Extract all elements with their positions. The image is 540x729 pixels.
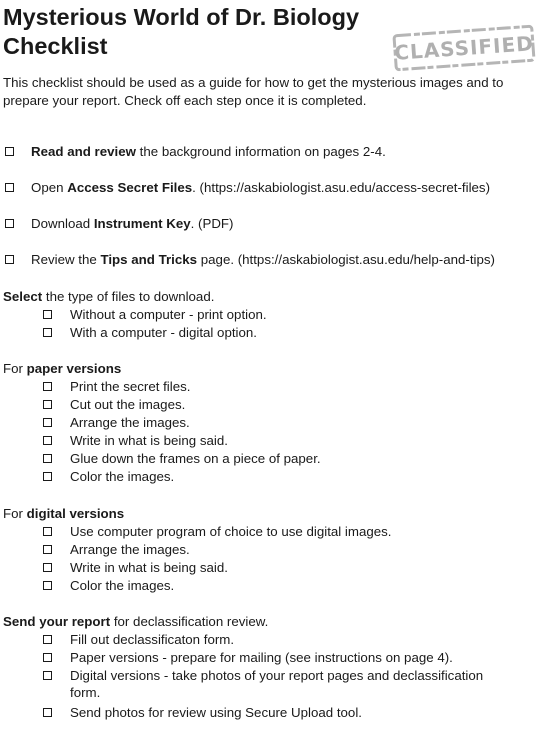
checkbox-icon[interactable] (43, 400, 52, 409)
select-heading: Select the type of files to download. (3, 289, 215, 304)
checkbox-icon[interactable] (43, 454, 52, 463)
title-line-1: Mysterious World of Dr. Biology (3, 4, 360, 30)
stamp-text: CLASSIFIED (393, 31, 535, 65)
checkbox-icon[interactable] (5, 147, 14, 156)
step-bold-label: Access Secret Files (67, 180, 193, 195)
checkbox-icon[interactable] (43, 382, 52, 391)
paper-item[interactable]: Cut out the images. (43, 396, 185, 413)
digital-heading: For digital versions (3, 506, 125, 521)
step-tips-tricks[interactable]: Review the Tips and Tricks page. (https://askabiologist.asu.edu/help-and-tips) (5, 251, 495, 268)
checkbox-icon[interactable] (43, 545, 52, 554)
classified-stamp (392, 24, 536, 72)
paper-item[interactable]: Write in what is being said. (43, 432, 228, 449)
step-bold-label: Tips and Tricks (100, 252, 198, 267)
checkbox-icon[interactable] (43, 472, 52, 481)
intro-text: This checklist should be used as a guide for how to get the mysterious images and to prepare your report. Check off each step once it is completed. (3, 75, 504, 108)
step-read-review[interactable]: Read and review the background information on pages 2-4. (5, 143, 386, 160)
checkbox-icon[interactable] (43, 653, 52, 662)
step-access-files[interactable]: Open Access Secret Files. (https://askabiologist.asu.edu/access-secret-files) (5, 179, 490, 196)
paper-heading: For paper versions (3, 361, 122, 376)
paper-item[interactable]: Color the images. (43, 468, 174, 485)
checkbox-icon[interactable] (43, 436, 52, 445)
select-item[interactable]: With a computer - digital option. (43, 324, 257, 341)
send-item[interactable]: Send photos for review using Secure Upload tool. (43, 704, 362, 721)
digital-item[interactable]: Arrange the images. (43, 541, 190, 558)
paper-item[interactable]: Arrange the images. (43, 414, 190, 431)
checkbox-icon[interactable] (5, 255, 14, 264)
checkbox-icon[interactable] (43, 328, 52, 337)
page-title (3, 3, 359, 61)
step-bold-label: Read and review (31, 144, 136, 159)
digital-item[interactable]: Write in what is being said. (43, 559, 228, 576)
checkbox-icon[interactable] (43, 527, 52, 536)
checkbox-icon[interactable] (43, 418, 52, 427)
checkbox-icon[interactable] (43, 563, 52, 572)
checkbox-icon[interactable] (43, 708, 52, 717)
send-heading: Send your report for declassification review. (3, 614, 269, 629)
send-item[interactable]: Digital versions - take photos of your report pages and declassification form. (43, 667, 513, 701)
checkbox-icon[interactable] (43, 310, 52, 319)
title-line-2: Checklist (3, 33, 108, 59)
select-item[interactable]: Without a computer - print option. (43, 306, 267, 323)
step-download-key[interactable]: Download Instrument Key. (PDF) (5, 215, 233, 232)
checkbox-icon[interactable] (43, 581, 52, 590)
digital-item[interactable]: Color the images. (43, 577, 174, 594)
paper-item[interactable]: Print the secret files. (43, 378, 190, 395)
checkbox-icon[interactable] (5, 219, 14, 228)
checkbox-icon[interactable] (5, 183, 14, 192)
paper-item[interactable]: Glue down the frames on a piece of paper. (43, 450, 321, 467)
checkbox-icon[interactable] (43, 635, 52, 644)
send-item[interactable]: Fill out declassificaton form. (43, 631, 234, 648)
send-item[interactable]: Paper versions - prepare for mailing (see instructions on page 4). (43, 649, 453, 666)
digital-item[interactable]: Use computer program of choice to use digital images. (43, 523, 392, 540)
checkbox-icon[interactable] (43, 671, 52, 680)
step-bold-label: Instrument Key (93, 216, 191, 231)
